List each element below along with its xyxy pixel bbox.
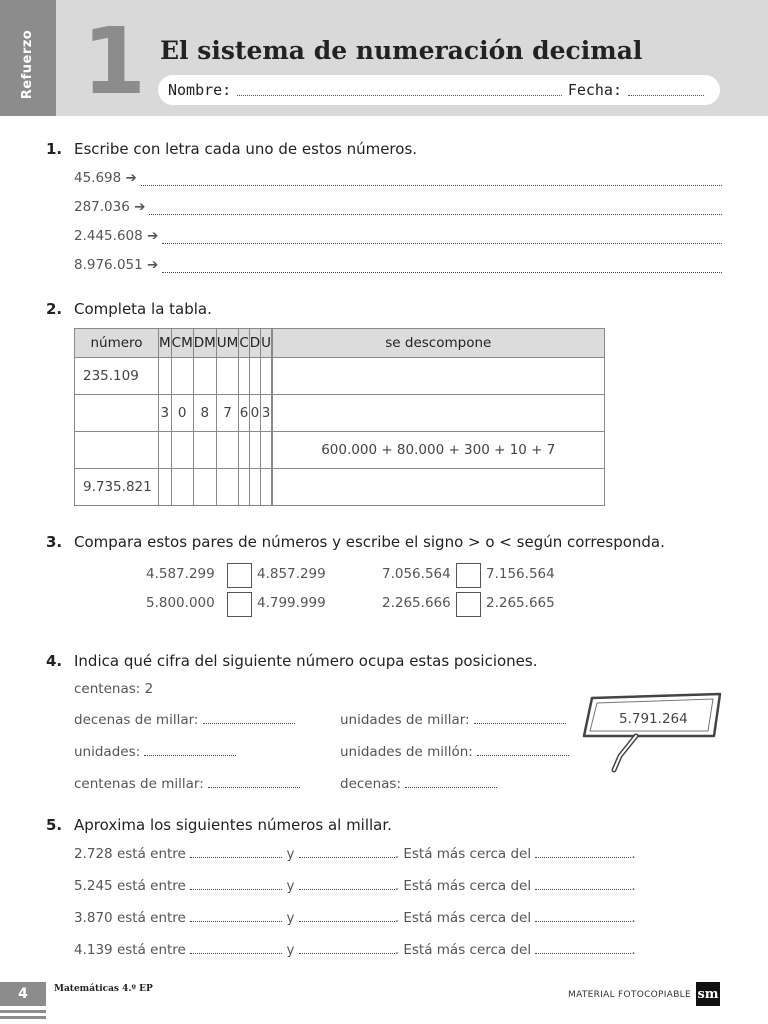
table-cell[interactable] <box>171 358 193 395</box>
col-header: C <box>239 329 249 358</box>
table-cell[interactable] <box>193 432 216 469</box>
q4-text: Indica qué cifra del siguiente número ocupa estas posiciones. <box>74 652 538 670</box>
between-text: está entre <box>116 878 186 894</box>
compare-box[interactable] <box>227 563 252 588</box>
q1-text: Escribe con letra cada uno de estos números. <box>74 140 418 158</box>
compare-number-b: 7.156.564 <box>486 566 555 582</box>
table-cell[interactable] <box>261 469 272 506</box>
name-date-box <box>158 75 720 105</box>
table-cell[interactable]: 0 <box>171 395 193 432</box>
answer-dots <box>299 848 395 858</box>
col-header: número <box>75 329 159 358</box>
table-cell[interactable] <box>272 395 604 432</box>
compare-box[interactable] <box>227 592 252 617</box>
table-cell[interactable] <box>239 469 249 506</box>
publisher-logo: sm <box>696 982 720 1006</box>
end-text: . <box>631 910 636 926</box>
q5-line[interactable] <box>74 910 636 926</box>
and-text: y <box>286 942 295 958</box>
unit-number: 1 <box>82 8 147 115</box>
table-cell[interactable]: 6 <box>239 395 249 432</box>
q1-line[interactable] <box>74 199 722 215</box>
q1-number: 1. <box>46 140 63 158</box>
answer-dots <box>535 944 631 954</box>
col-header: DM <box>193 329 216 358</box>
closer-text: . Está más cerca del <box>394 846 532 862</box>
q5-line[interactable] <box>74 846 636 862</box>
answer-dots <box>299 880 395 890</box>
q4-position[interactable] <box>340 744 569 760</box>
q5-number-value: 4.139 <box>74 942 113 958</box>
table-cell[interactable] <box>171 469 193 506</box>
q1-item: 45.698 ➔ <box>74 170 137 186</box>
table-row <box>75 358 605 395</box>
q4-position[interactable] <box>74 776 300 792</box>
footer-rule <box>0 1010 46 1013</box>
compare-box[interactable] <box>456 563 481 588</box>
table-cell[interactable] <box>193 469 216 506</box>
table-cell[interactable] <box>261 358 272 395</box>
q1-line[interactable] <box>74 170 722 186</box>
table-cell[interactable]: 9.735.821 <box>75 469 159 506</box>
closer-text: . Está más cerca del <box>394 910 532 926</box>
q1-line[interactable] <box>74 257 722 273</box>
compare-number-a: 2.265.666 <box>382 595 451 611</box>
table-cell[interactable]: 8 <box>193 395 216 432</box>
side-label <box>0 14 56 114</box>
q5-line[interactable] <box>74 942 636 958</box>
closer-text: . Está más cerca del <box>394 878 532 894</box>
end-text: . <box>631 846 636 862</box>
table-cell[interactable] <box>216 432 239 469</box>
table-cell[interactable]: 3 <box>159 395 172 432</box>
table-cell[interactable] <box>193 358 216 395</box>
date-field[interactable] <box>628 84 704 96</box>
q4-position[interactable] <box>74 744 236 760</box>
q3-text: Compara estos pares de números y escribe el signo > o < según corresponda. <box>74 533 665 551</box>
q4-position[interactable] <box>74 712 295 728</box>
answer-dots <box>299 944 395 954</box>
q1-item: 2.445.608 ➔ <box>74 228 159 244</box>
table-cell[interactable] <box>171 432 193 469</box>
compare-box[interactable] <box>456 592 481 617</box>
table-cell[interactable]: 0 <box>249 395 260 432</box>
date-label: Fecha: <box>567 81 622 99</box>
table-cell[interactable] <box>261 432 272 469</box>
answer-dots <box>149 203 722 215</box>
table-cell[interactable]: 235.109 <box>75 358 159 395</box>
book-title: Matemáticas 4.º EP <box>54 984 153 994</box>
compare-number-a: 7.056.564 <box>382 566 451 582</box>
table-cell[interactable]: 3 <box>261 395 272 432</box>
table-cell[interactable] <box>249 469 260 506</box>
place-value-table <box>74 328 605 506</box>
col-header: M <box>159 329 172 358</box>
end-text: . <box>631 878 636 894</box>
q5-line[interactable] <box>74 878 636 894</box>
table-header-row <box>75 329 605 358</box>
q3-number: 3. <box>46 533 63 551</box>
end-text: . <box>631 942 636 958</box>
material-label: MATERIAL FOTOCOPIABLE <box>568 990 691 1000</box>
col-header: D <box>249 329 260 358</box>
q5-number-value: 2.728 <box>74 846 113 862</box>
table-cell[interactable] <box>216 358 239 395</box>
position-label: centenas de millar: <box>74 776 204 792</box>
q2-text: Completa la tabla. <box>74 300 212 318</box>
position-label: decenas: <box>340 776 402 792</box>
col-header: U <box>261 329 272 358</box>
answer-dots <box>190 848 282 858</box>
position-label: unidades de millón: <box>340 744 473 760</box>
slate-illustration <box>580 690 730 780</box>
answer-dots <box>190 944 282 954</box>
compare-number-a: 4.587.299 <box>146 566 215 582</box>
table-cell[interactable]: 7 <box>216 395 239 432</box>
table-row <box>75 432 605 469</box>
answer-dots <box>144 746 236 756</box>
page-number: 4 <box>18 986 28 1002</box>
q1-line[interactable] <box>74 228 722 244</box>
and-text: y <box>286 910 295 926</box>
position-label: unidades de millar: <box>340 712 470 728</box>
q5-number-value: 5.245 <box>74 878 113 894</box>
q2-number: 2. <box>46 300 63 318</box>
name-label: Nombre: <box>168 81 232 99</box>
q5-number: 5. <box>46 816 63 834</box>
page-title: El sistema de numeración decimal <box>160 36 643 65</box>
table-cell[interactable] <box>159 432 172 469</box>
and-text: y <box>286 846 295 862</box>
side-label-text: Refuerzo <box>20 29 36 99</box>
q5-number-value: 3.870 <box>74 910 113 926</box>
answer-dots <box>535 912 631 922</box>
q5-text: Aproxima los siguientes números al millar. <box>74 816 392 834</box>
q1-item: 8.976.051 ➔ <box>74 257 159 273</box>
table-cell[interactable] <box>249 358 260 395</box>
col-header: CM <box>171 329 193 358</box>
between-text: está entre <box>116 942 186 958</box>
table-cell[interactable] <box>75 395 159 432</box>
col-header: se descompone <box>272 329 604 358</box>
answer-dots <box>535 848 631 858</box>
answer-dots <box>141 174 722 186</box>
table-cell[interactable] <box>216 469 239 506</box>
compare-number-b: 4.799.999 <box>257 595 326 611</box>
q4-number: 4. <box>46 652 63 670</box>
table-cell[interactable] <box>272 469 604 506</box>
table-row <box>75 469 605 506</box>
table-cell[interactable] <box>159 358 172 395</box>
col-header: UM <box>216 329 239 358</box>
answer-dots <box>203 714 295 724</box>
answer-dots <box>190 880 282 890</box>
position-label: unidades: <box>74 744 141 760</box>
table-cell[interactable] <box>239 358 249 395</box>
name-field[interactable] <box>237 84 562 96</box>
compare-number-b: 4.857.299 <box>257 566 326 582</box>
answer-dots <box>162 261 722 273</box>
table-cell[interactable] <box>272 358 604 395</box>
table-cell[interactable] <box>249 432 260 469</box>
q4-position[interactable] <box>340 776 497 792</box>
q4-position[interactable] <box>340 712 566 728</box>
table-row <box>75 395 605 432</box>
answer-dots <box>474 714 566 724</box>
answer-dots <box>162 232 722 244</box>
position-label: decenas de millar: <box>74 712 199 728</box>
q4-example: centenas: 2 <box>74 681 154 697</box>
compare-number-b: 2.265.665 <box>486 595 555 611</box>
compare-number-a: 5.800.000 <box>146 595 215 611</box>
footer-rule <box>0 1016 46 1019</box>
table-cell[interactable] <box>239 432 249 469</box>
answer-dots <box>477 746 569 756</box>
answer-dots <box>535 880 631 890</box>
answer-dots <box>190 912 282 922</box>
table-cell[interactable]: 600.000 + 80.000 + 300 + 10 + 7 <box>272 432 604 469</box>
between-text: está entre <box>116 846 186 862</box>
table-cell[interactable] <box>75 432 159 469</box>
between-text: está entre <box>116 910 186 926</box>
closer-text: . Está más cerca del <box>394 942 532 958</box>
table-cell[interactable] <box>159 469 172 506</box>
answer-dots <box>299 912 395 922</box>
q1-item: 287.036 ➔ <box>74 199 146 215</box>
answer-dots <box>208 778 300 788</box>
slate-number: 5.791.264 <box>619 711 688 727</box>
and-text: y <box>286 878 295 894</box>
answer-dots <box>405 778 497 788</box>
